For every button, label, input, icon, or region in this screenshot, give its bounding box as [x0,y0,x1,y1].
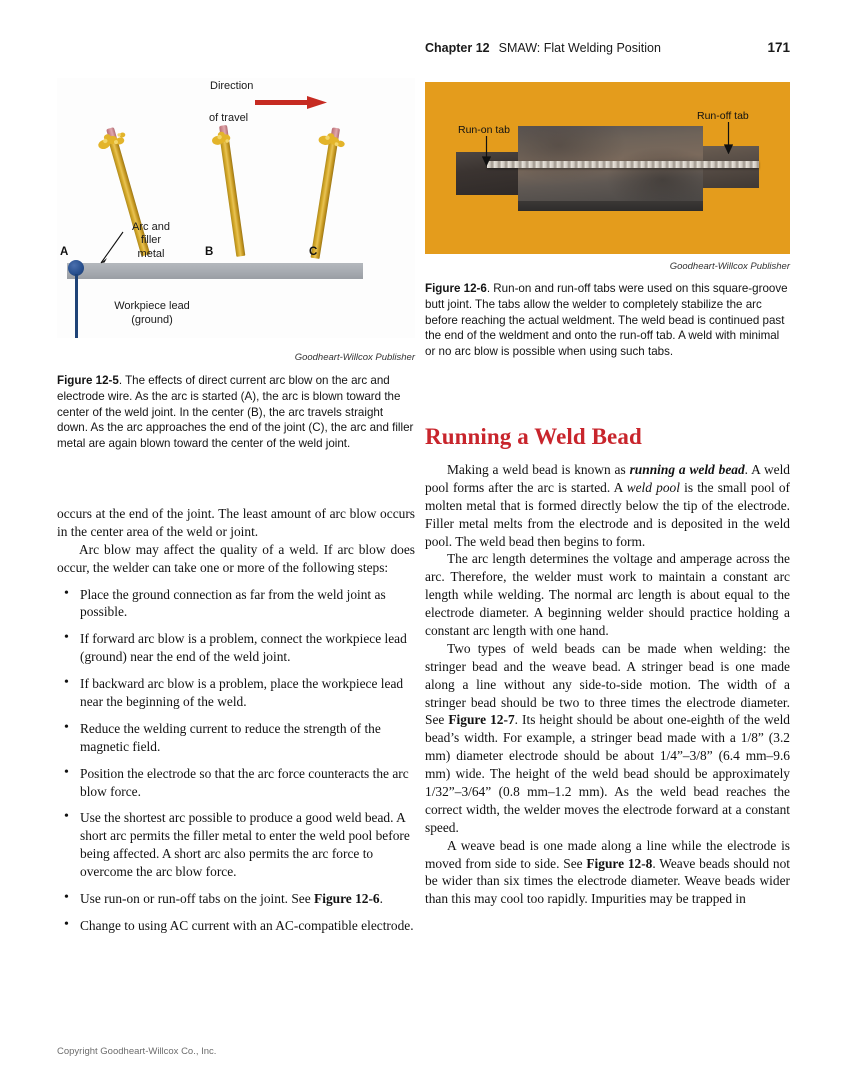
list-item: • Use the shortest arc possible to produce a good weld bead. A short arc permits the filler metal to enter the weld pool before being affected. A short arc also permits the arc force to overcome the arc blow force. [57,809,415,881]
text-run: Two types of weld beads can be made when welding: the stringer bead and the weave bead. A stringer bead is one made along a line without any side-to-side motion. The width of a stringer bead should be two to three times the electrode diameter. See [425,640,790,728]
right-column-text [425,424,790,908]
text-run: A weave bead is one made along a line while the electrode is moved from side to side. See [425,837,790,871]
figure-12-5-caption-text: . The effects of direct current arc blow on the arc and electrode wire. As the arc is started (A), the arc is blown toward the center of the weld joint. In the center (B), the arc travels straight down. As the arc approaches the end of the joint (C), the arc and filler metal are again blown toward the center of the weld joint. [57,374,414,451]
paragraph-arc-length: The arc length determines the voltage and amperage across the arc. Therefore, the welder must work to maintain a constant arc length while welding. The normal arc length is about equal to the electrode diameter. A beginning welder should practice holding a constant arc length with one hand. [425,551,790,639]
figure-cross-reference: Figure 12-8 [586,855,653,871]
list-item-text-after: . [379,891,383,907]
callout-arc-and-filler-metal [111,221,191,261]
down-arrow-icon [482,136,491,166]
photo-label-run-on-tab: Run-on tab [458,124,510,136]
callout-line-1: Workpiece lead [114,300,190,312]
figure-12-6-photo [425,82,790,254]
paragraph-stringer-bead [425,640,790,837]
callout-line-2: filler [140,234,162,247]
arc-spatter [93,125,131,154]
diagram-label-c: C [309,246,318,258]
text-run: . Weave beads should not be wider than six times the electrode diameter. Weave beads wider than this may cool too rapidly. Impurities may be trapped in [425,855,790,907]
callout-line-2: (ground) [131,313,173,326]
figure-cross-reference: Figure 12-6 [314,891,380,907]
copyright-footer: Copyright Goodheart-Willcox Co., Inc. [57,1046,217,1057]
right-arrow-icon [255,96,327,109]
running-head [425,40,790,55]
direction-label-line2: of travel [209,112,249,124]
callout-line-1: Arc and [132,221,170,233]
figure-12-6-credit: Goodheart-Willcox Publisher [669,261,790,272]
section-heading-running-a-weld-bead: Running a Weld Bead [425,424,642,449]
term-running-a-weld-bead: running a weld bead [629,462,745,477]
ground-lead-line [75,274,78,338]
electrode-rod [311,141,338,259]
list-item: • If backward arc blow is a problem, place the workpiece lead near the beginning of the weld. [57,675,415,711]
list-item-text: Use run-on or run-off tabs on the joint. See [80,891,315,907]
figure-12-5-credit: Goodheart-Willcox Publisher [294,352,415,363]
down-arrow-icon [724,122,733,154]
list-item [57,890,415,908]
list-item: • Place the ground connection as far from the weld joint as possible. [57,586,415,622]
list-item: • Position the electrode so that the arc force counteracts the arc blow force. [57,765,415,801]
diagram-label-b: B [205,246,214,258]
paragraph-arc-blow-end: occurs at the end of the joint. The least amount of arc blow occurs in the center area of the weld or joint. [57,506,415,539]
left-column-figure-area [57,78,415,452]
running-head-chapter: Chapter 12 [425,41,490,55]
left-body-paragraphs [57,505,415,577]
right-column-figure-area [425,82,790,360]
arc-spatter [205,124,241,149]
text-run: . Its height should be about one-eighth of the weld bead’s width. For example, a stringer bead made with a 1/8” (3.2 mm) diameter electrode should be about 1/4”–3/8” (6.4 mm–9.6 mm) wide. The height of the weld bead should be approximately 1/32”–3/64” (0.8 mm–1.2 mm). As the weld bead reaches the correct width, the welder moves the electrode forward at a constant speed. [425,712,790,835]
photo-label-run-off-tab: Run-off tab [697,110,749,122]
figure-cross-reference: Figure 12-7 [448,712,515,728]
text-run: Making a weld bead is known as [447,462,630,477]
page-number: 171 [767,40,790,55]
weld-bead [487,161,759,168]
paragraph-arc-blow-steps-intro: Arc blow may affect the quality of a weld. If arc blow does occur, the welder can take one or more of the following steps: [57,541,415,575]
list-item: • If forward arc blow is a problem, connect the workpiece lead (ground) near the end of the weld joint. [57,630,415,666]
figure-12-6-caption-text: . Run-on and run-off tabs were used on this square-groove butt joint. The tabs allow the welder to completely stabilize the arc before reaching the actual weldment. The weld bead is continued past the end of the weldment and onto the run-off tab. A weld with minimal or no arc blow is possible when using such tabs. [425,282,788,359]
arc-spatter [315,126,352,151]
term-weld-pool: weld pool [626,479,680,495]
paragraph-running-a-weld-bead [425,461,790,550]
diagram-label-a: A [60,246,69,258]
callout-line-3: metal [137,247,165,260]
list-item: • Reduce the welding current to reduce the strength of the magnetic field. [57,720,415,756]
left-column-text [57,505,415,935]
right-body-paragraphs [425,461,790,908]
figure-12-5-caption [57,373,415,452]
text-run: is the small pool of molten metal that is formed directly below the tip of the electrode. Filler metal melts from the electrode and is deposited in the weld pool. The weld bead then begins to form. [425,479,790,549]
running-head-title: SMAW: Flat Welding Position [498,41,661,55]
text-run: . A weld pool forms after the arc is started. A [425,462,790,495]
figure-12-5-caption-label: Figure 12-5 [57,374,119,387]
figure-12-5-diagram [57,78,415,338]
direction-label-line1: Direction [210,80,254,92]
electrode-rod [220,139,245,257]
paragraph-weave-bead [425,837,790,909]
callout-workpiece-lead [87,300,217,328]
figure-12-6-caption [425,281,790,360]
list-item: • Change to using AC current with an AC-compatible electrode. [57,917,415,935]
figure-12-6-caption-label: Figure 12-6 [425,282,487,295]
arc-blow-steps-list [57,586,415,935]
